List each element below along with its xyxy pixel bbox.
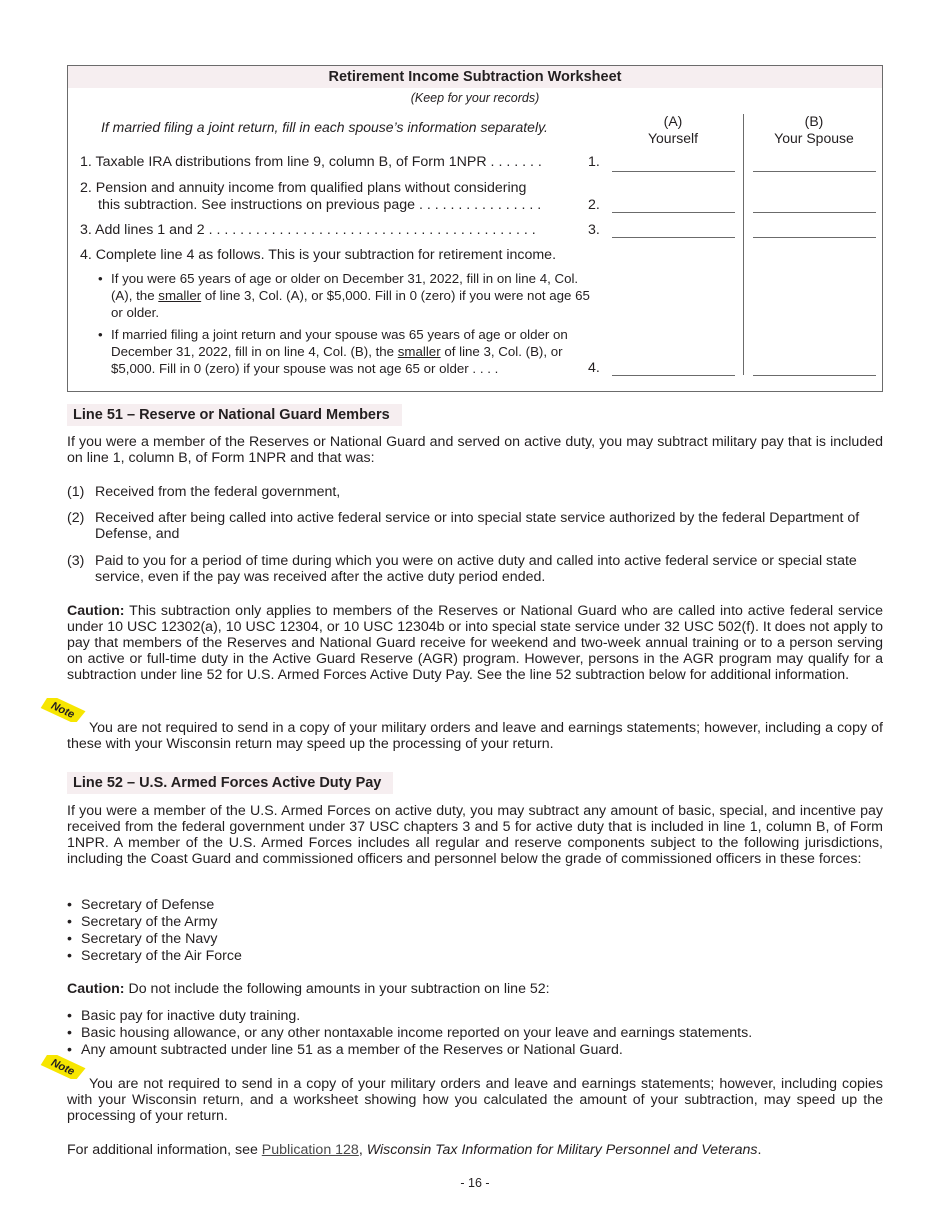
list-item: (1) Received from the federal government, — [67, 484, 341, 500]
line-4-ref: 4. — [588, 360, 600, 376]
page-number: - 16 - — [460, 1176, 490, 1190]
svg-text:Note: Note — [49, 699, 77, 722]
line-51-heading: Line 51 – Reserve or National Guard Members — [67, 404, 402, 426]
worksheet-line-3: 3. Add lines 1 and 2 . . . . . . . . . . . . . . . . . . . . . . . . . . . . . . . . . . . . . . . . . . — [80, 222, 536, 238]
line-3-col-a-field[interactable] — [612, 237, 735, 238]
publication-title: Wisconsin Tax Information for Military Personnel and Veterans — [366, 1142, 758, 1158]
list-item: • Secretary of the Navy — [67, 931, 218, 947]
additional-info: For additional information, see Publication 128, Wisconsin Tax Information for Military Personnel and Veterans. — [67, 1142, 762, 1158]
list-item: • Secretary of Defense — [67, 897, 215, 913]
worksheet-line-1: 1. Taxable IRA distributions from line 9, column B, of Form 1NPR . . . . . . . — [80, 154, 542, 170]
line-1-col-a-field[interactable] — [612, 171, 735, 172]
line-3-col-b-field[interactable] — [753, 237, 876, 238]
worksheet-line-4: 4. Complete line 4 as follows. This is your subtraction for retirement income. — [80, 247, 557, 263]
svg-text:Note: Note — [49, 1056, 77, 1079]
line-1-col-b-field[interactable] — [753, 171, 876, 172]
column-b-header — [752, 113, 876, 147]
list-item: • Secretary of the Army — [67, 914, 218, 930]
line-4-col-a-field[interactable] — [612, 375, 735, 376]
column-a-label: Yourself — [647, 130, 699, 146]
secretaries-list — [67, 897, 883, 965]
line-52-caution: Caution: Do not include the following amounts in your subtraction on line 52: — [67, 981, 550, 997]
list-item: (3) Paid to you for a period of time during which you were on active duty and called into active federal service or special state service, even if the pay was received after the active duty period ended. — [67, 553, 857, 585]
worksheet-line-2: 2. Pension and annuity income from qualified plans without considering — [80, 180, 527, 196]
list-item: • Basic pay for inactive duty training. — [67, 1008, 301, 1024]
line-4-bullet-yourself: • If you were 65 years of age or older on December 31, 2022, fill in on line 4, Col. (A), the smaller of line 3, Col. (A), or $5,000. Fill in 0 (zero) if you were not age 65 or older. — [98, 271, 590, 320]
line-51-caution: Caution: This subtraction only applies to members of the Reserves or National Guard who are called into active federal service under 10 USC 12302(a), 10 USC 12304, or 10 USC 12304b or into special state service under 32 USC 502(f). It does not apply to pay that members of the Reserves and National Guard receive for weekend and two-week annual training or to a person serving on active or full-time duty in the Active Guard Reserve (AGR) program. However, persons in the AGR program may qualify for a subtraction under line 52 for U.S. Armed Forces Active Duty Pay. See the line 52 subtraction below for additional information. — [67, 603, 883, 683]
column-divider — [743, 114, 744, 375]
line-51-note: You are not required to send in a copy of your military orders and leave and earnings statements; however, including a copy of these with your Wisconsin return may speed up the processing of your return. — [67, 720, 883, 752]
worksheet-subtitle: (Keep for your records) — [410, 91, 540, 105]
worksheet-title: Retirement Income Subtraction Worksheet — [68, 66, 882, 88]
line-51-intro: If you were a member of the Reserves or National Guard and served on active duty, you may subtract military pay that is included on line 1, column B, of Form 1NPR and that was: — [67, 434, 883, 466]
line-52-note: You are not required to send in a copy of your military orders and leave and earnings statements; however, including copies with your Wisconsin return, and a worksheet showing how you calculated the amount of your subtraction, may speed up the processing of your return. — [67, 1076, 883, 1124]
column-b-letter: (B) — [804, 113, 824, 129]
column-b-label: Your Spouse — [774, 130, 854, 146]
line-4-col-b-field[interactable] — [753, 375, 876, 376]
retirement-worksheet — [67, 65, 883, 392]
line-52-intro: If you were a member of the U.S. Armed Forces on active duty, you may subtract any amount of basic, special, and incentive pay received from the federal government under 37 USC chapters 3 and 5 for active duty that is included in line 1, column B, of Form 1NPR. A member of the U.S. Armed Forces includes all regular and reserve components subject to the following jurisdictions, including the Coast Guard and commissioned officers and personnel below the grade of commissioned officers in these forces: — [67, 803, 883, 867]
line-3-ref: 3. — [588, 222, 600, 238]
list-item: • Basic housing allowance, or any other nontaxable income reported on your leave and earnings statements. — [67, 1025, 753, 1041]
list-item: • Secretary of the Air Force — [67, 948, 242, 964]
list-item: (2) Received after being called into active federal service or into special state service authorized by the federal Department of Defense, and — [67, 510, 860, 542]
line-2-col-a-field[interactable] — [612, 212, 735, 213]
line-1-ref: 1. — [588, 154, 600, 170]
note-sticker-icon — [40, 698, 88, 722]
line-4-bullet-spouse: • If married filing a joint return and your spouse was 65 years of age or older on December 31, 2022, fill in on line 4, Col. (B), the smaller of line 3, Col. (B), or $5,000. Fill in 0 (zero) if your spouse was not age 65 or older . . . . — [98, 327, 568, 376]
bullet-dot: • — [98, 327, 103, 342]
bullet-dot: • — [98, 271, 103, 286]
column-a-header — [611, 113, 735, 147]
list-item: • Any amount subtracted under line 51 as a member of the Reserves or National Guard. — [67, 1042, 623, 1058]
line-2-col-b-field[interactable] — [753, 212, 876, 213]
worksheet-line-2-cont: this subtraction. See instructions on previous page . . . . . . . . . . . . . . . . — [98, 197, 542, 213]
publication-128-link[interactable]: Publication 128 — [261, 1142, 359, 1158]
line-52-heading: Line 52 – U.S. Armed Forces Active Duty Pay — [67, 772, 393, 794]
exclusions-list — [67, 1008, 883, 1059]
worksheet-intro: If married filing a joint return, fill in each spouse’s information separately. — [101, 119, 548, 135]
column-a-letter: (A) — [663, 113, 683, 129]
line-2-ref: 2. — [588, 197, 600, 213]
